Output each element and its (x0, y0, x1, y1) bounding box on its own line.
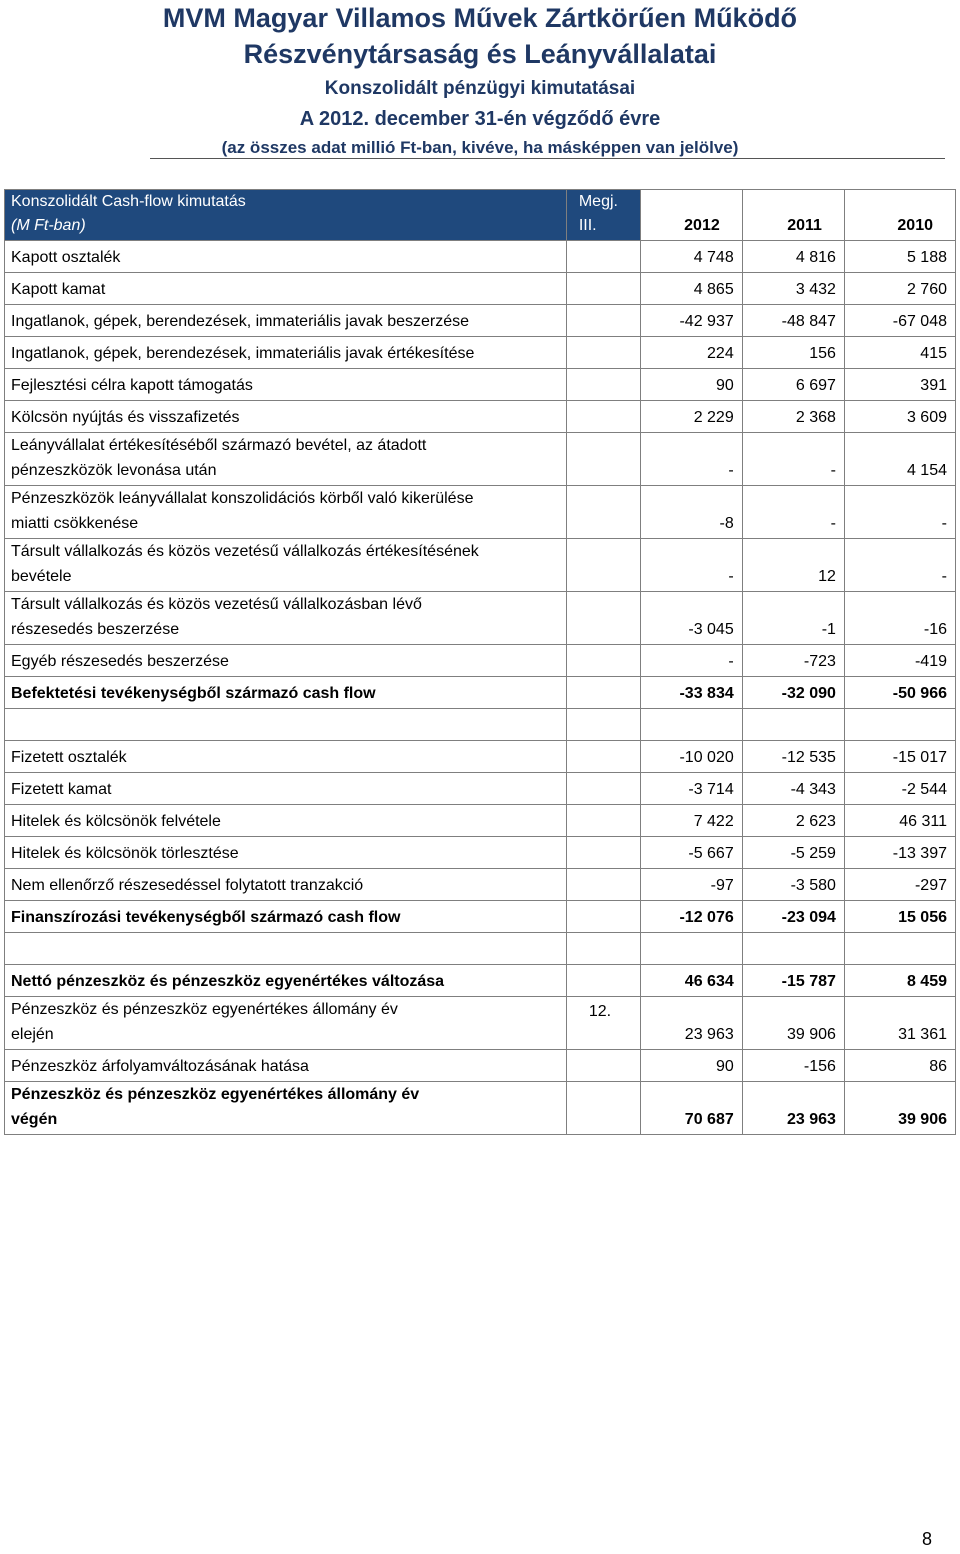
title-line-1-text: MVM Magyar Villamos Művek Zártkörűen Működő (162, 3, 798, 33)
value-2012: 46 634 (640, 965, 742, 997)
table-row (5, 486, 956, 539)
table-row (5, 401, 956, 433)
table-row (5, 273, 956, 305)
row-label-line: Pénzeszköz és pénzeszköz egyenértékes állomány év (11, 1086, 420, 1103)
table-row (5, 592, 956, 645)
value-2012: 224 (640, 337, 742, 369)
report-title-line-2 (0, 36, 960, 72)
value-2010: 415 (844, 337, 955, 369)
value-2010: - (844, 486, 955, 539)
row-label-line: Fejlesztési célra kapott támogatás (11, 377, 253, 394)
value-2011: -4 343 (742, 773, 844, 805)
value-2012: 4 865 (640, 273, 742, 305)
page-number: 8 (922, 1529, 933, 1549)
value-2012: -42 937 (640, 305, 742, 337)
value-2011: 2 623 (742, 805, 844, 837)
title-line-2-text: Részvénytársaság és Leányvállalatai (243, 39, 717, 69)
value-2010: 86 (844, 1050, 955, 1082)
row-note (566, 965, 640, 997)
value-2010: -419 (844, 645, 955, 677)
row-label (5, 869, 567, 901)
value-2011: - (742, 433, 844, 486)
row-note (566, 1082, 640, 1135)
value-2012: -10 020 (640, 741, 742, 773)
row-label-line: Hitelek és kölcsönök felvétele (11, 813, 221, 830)
row-label-line: elején (11, 1026, 54, 1043)
note-header-1: Megj. (578, 193, 618, 210)
value-2011: -32 090 (742, 677, 844, 709)
row-note (566, 401, 640, 433)
spacer-row (5, 933, 956, 965)
table-row (5, 997, 956, 1050)
spacer-row (5, 709, 956, 741)
year-header-2010: 2010 (844, 190, 955, 241)
header-divider (150, 158, 945, 159)
row-label (5, 677, 567, 709)
row-note (566, 933, 640, 965)
table-row (5, 901, 956, 933)
note-header-2: III. (578, 217, 597, 234)
row-label-line: részesedés beszerzése (11, 621, 180, 638)
row-note (566, 741, 640, 773)
value-2010: 4 154 (844, 433, 955, 486)
value-2010: 3 609 (844, 401, 955, 433)
row-note (566, 433, 640, 486)
row-label-line: Kapott osztalék (11, 249, 121, 266)
value-2010 (844, 709, 955, 741)
table-row (5, 241, 956, 273)
row-note (566, 486, 640, 539)
value-2011 (742, 933, 844, 965)
row-label (5, 401, 567, 433)
row-label-line: Egyéb részesedés beszerzése (11, 653, 229, 670)
value-2011: - (742, 486, 844, 539)
row-note (566, 773, 640, 805)
row-label-line: végén (11, 1111, 58, 1128)
value-2012: 7 422 (640, 805, 742, 837)
row-note (566, 837, 640, 869)
report-subtitle: Konszolidált pénzügyi kimutatásai (324, 78, 636, 99)
row-note (566, 709, 640, 741)
row-label (5, 741, 567, 773)
row-label-line: Kapott kamat (11, 281, 106, 298)
row-label-line: Társult vállalkozás és közös vezetésű vállalkozásban lévő (11, 596, 422, 613)
table-row (5, 645, 956, 677)
row-label (5, 486, 567, 539)
row-note (566, 869, 640, 901)
row-note (566, 305, 640, 337)
table-title-cell (5, 190, 567, 241)
value-2011: -12 535 (742, 741, 844, 773)
row-label-line: Pénzeszközök leányvállalat konszolidációs körből való kikerülése (11, 490, 474, 507)
row-label-line: bevétele (11, 568, 72, 585)
row-label (5, 997, 567, 1050)
row-note: 12. (566, 997, 640, 1050)
row-label-line: Leányvállalat értékesítéséből származó bevétel, az átadott (11, 437, 427, 454)
value-2012: 90 (640, 369, 742, 401)
note-header-cell (566, 190, 640, 241)
row-label (5, 273, 567, 305)
row-note (566, 241, 640, 273)
value-2012: 90 (640, 1050, 742, 1082)
row-label (5, 539, 567, 592)
table-row (5, 869, 956, 901)
table-title: Konszolidált Cash-flow kimutatás (11, 193, 246, 210)
value-2010: -297 (844, 869, 955, 901)
table-unit: (M Ft-ban) (11, 217, 86, 234)
cash-flow-table (4, 189, 956, 1135)
row-label-line: Fizetett osztalék (11, 749, 127, 766)
value-2012: - (640, 645, 742, 677)
value-2011: -1 (742, 592, 844, 645)
table-row (5, 837, 956, 869)
table-row (5, 369, 956, 401)
value-2012 (640, 933, 742, 965)
row-label (5, 1082, 567, 1135)
value-2012: - (640, 433, 742, 486)
value-2012: -12 076 (640, 901, 742, 933)
value-2010: 391 (844, 369, 955, 401)
row-label-line: Finanszírozási tevékenységből származó cash flow (11, 909, 401, 926)
row-label-line: Ingatlanok, gépek, berendezések, immateriális javak értékesítése (11, 345, 475, 362)
value-2011: -23 094 (742, 901, 844, 933)
row-label (5, 805, 567, 837)
row-note (566, 1050, 640, 1082)
row-note (566, 645, 640, 677)
value-2011: 3 432 (742, 273, 844, 305)
table-row (5, 741, 956, 773)
year-header-2012: 2012 (640, 190, 742, 241)
value-2010: 39 906 (844, 1082, 955, 1135)
row-label (5, 645, 567, 677)
row-label-line: Társult vállalkozás és közös vezetésű vállalkozás értékesítésének (11, 543, 479, 560)
row-label-line: Fizetett kamat (11, 781, 112, 798)
value-2012: -97 (640, 869, 742, 901)
row-label-line: Kölcsön nyújtás és visszafizetés (11, 409, 240, 426)
table-row (5, 433, 956, 486)
value-2010 (844, 933, 955, 965)
table-row (5, 965, 956, 997)
row-label-line: pénzeszközök levonása után (11, 462, 217, 479)
value-2010: 2 760 (844, 273, 955, 305)
row-label-line: Nem ellenőrző részesedéssel folytatott tranzakció (11, 877, 364, 894)
value-2012: 23 963 (640, 997, 742, 1050)
table-row (5, 1050, 956, 1082)
table-row (5, 305, 956, 337)
row-label (5, 433, 567, 486)
value-2011: -3 580 (742, 869, 844, 901)
value-2011: 6 697 (742, 369, 844, 401)
value-2010: -67 048 (844, 305, 955, 337)
value-2012 (640, 709, 742, 741)
table-row (5, 677, 956, 709)
value-2011: 39 906 (742, 997, 844, 1050)
row-label-line: Ingatlanok, gépek, berendezések, immateriális javak beszerzése (11, 313, 470, 330)
table-header-row (5, 190, 956, 241)
value-2010: 46 311 (844, 805, 955, 837)
value-2010: - (844, 539, 955, 592)
value-2010: 5 188 (844, 241, 955, 273)
row-label (5, 709, 567, 741)
report-period: A 2012. december 31-én végződő évre (299, 108, 661, 130)
row-label-line: Nettó pénzeszköz és pénzeszköz egyenértékes változása (11, 973, 445, 990)
row-label-line: Pénzeszköz árfolyamváltozásának hatása (11, 1058, 309, 1075)
value-2011: 2 368 (742, 401, 844, 433)
value-2010: -2 544 (844, 773, 955, 805)
value-2011: 4 816 (742, 241, 844, 273)
table-row (5, 773, 956, 805)
value-2011: -5 259 (742, 837, 844, 869)
row-label-line: Hitelek és kölcsönök törlesztése (11, 845, 239, 862)
row-note (566, 539, 640, 592)
value-2011: 12 (742, 539, 844, 592)
row-label (5, 369, 567, 401)
value-2011: -48 847 (742, 305, 844, 337)
row-label (5, 241, 567, 273)
value-2011: -723 (742, 645, 844, 677)
row-label-line: Pénzeszköz és pénzeszköz egyenértékes állomány év (11, 1001, 398, 1018)
row-label (5, 1050, 567, 1082)
value-2010: -15 017 (844, 741, 955, 773)
value-2012: 4 748 (640, 241, 742, 273)
value-2011: -15 787 (742, 965, 844, 997)
row-note (566, 592, 640, 645)
row-label (5, 592, 567, 645)
row-label (5, 773, 567, 805)
report-unit-note: (az összes adat millió Ft-ban, kivéve, ha másképpen van jelölve) (221, 138, 739, 157)
value-2012: 2 229 (640, 401, 742, 433)
value-2010: 31 361 (844, 997, 955, 1050)
value-2012: -8 (640, 486, 742, 539)
value-2010: 15 056 (844, 901, 955, 933)
table-row (5, 805, 956, 837)
row-label-line: miatti csökkenése (11, 515, 139, 532)
value-2011: -156 (742, 1050, 844, 1082)
value-2010: 8 459 (844, 965, 955, 997)
value-2012: -3 714 (640, 773, 742, 805)
value-2012: -33 834 (640, 677, 742, 709)
table-row (5, 1082, 956, 1135)
value-2012: 70 687 (640, 1082, 742, 1135)
value-2010: -50 966 (844, 677, 955, 709)
value-2011: 23 963 (742, 1082, 844, 1135)
row-note (566, 369, 640, 401)
row-label (5, 305, 567, 337)
value-2012: -3 045 (640, 592, 742, 645)
row-note (566, 337, 640, 369)
row-label (5, 965, 567, 997)
row-note (566, 677, 640, 709)
row-label-line: Befektetési tevékenységből származó cash flow (11, 685, 376, 702)
table-row (5, 539, 956, 592)
value-2011 (742, 709, 844, 741)
row-note (566, 273, 640, 305)
table-row (5, 337, 956, 369)
row-note (566, 901, 640, 933)
report-title-line-1 (0, 0, 960, 36)
year-header-2011: 2011 (742, 190, 844, 241)
row-label (5, 337, 567, 369)
value-2012: - (640, 539, 742, 592)
value-2012: -5 667 (640, 837, 742, 869)
value-2010: -16 (844, 592, 955, 645)
row-label (5, 837, 567, 869)
row-label (5, 901, 567, 933)
row-note (566, 805, 640, 837)
value-2011: 156 (742, 337, 844, 369)
value-2010: -13 397 (844, 837, 955, 869)
row-label (5, 933, 567, 965)
